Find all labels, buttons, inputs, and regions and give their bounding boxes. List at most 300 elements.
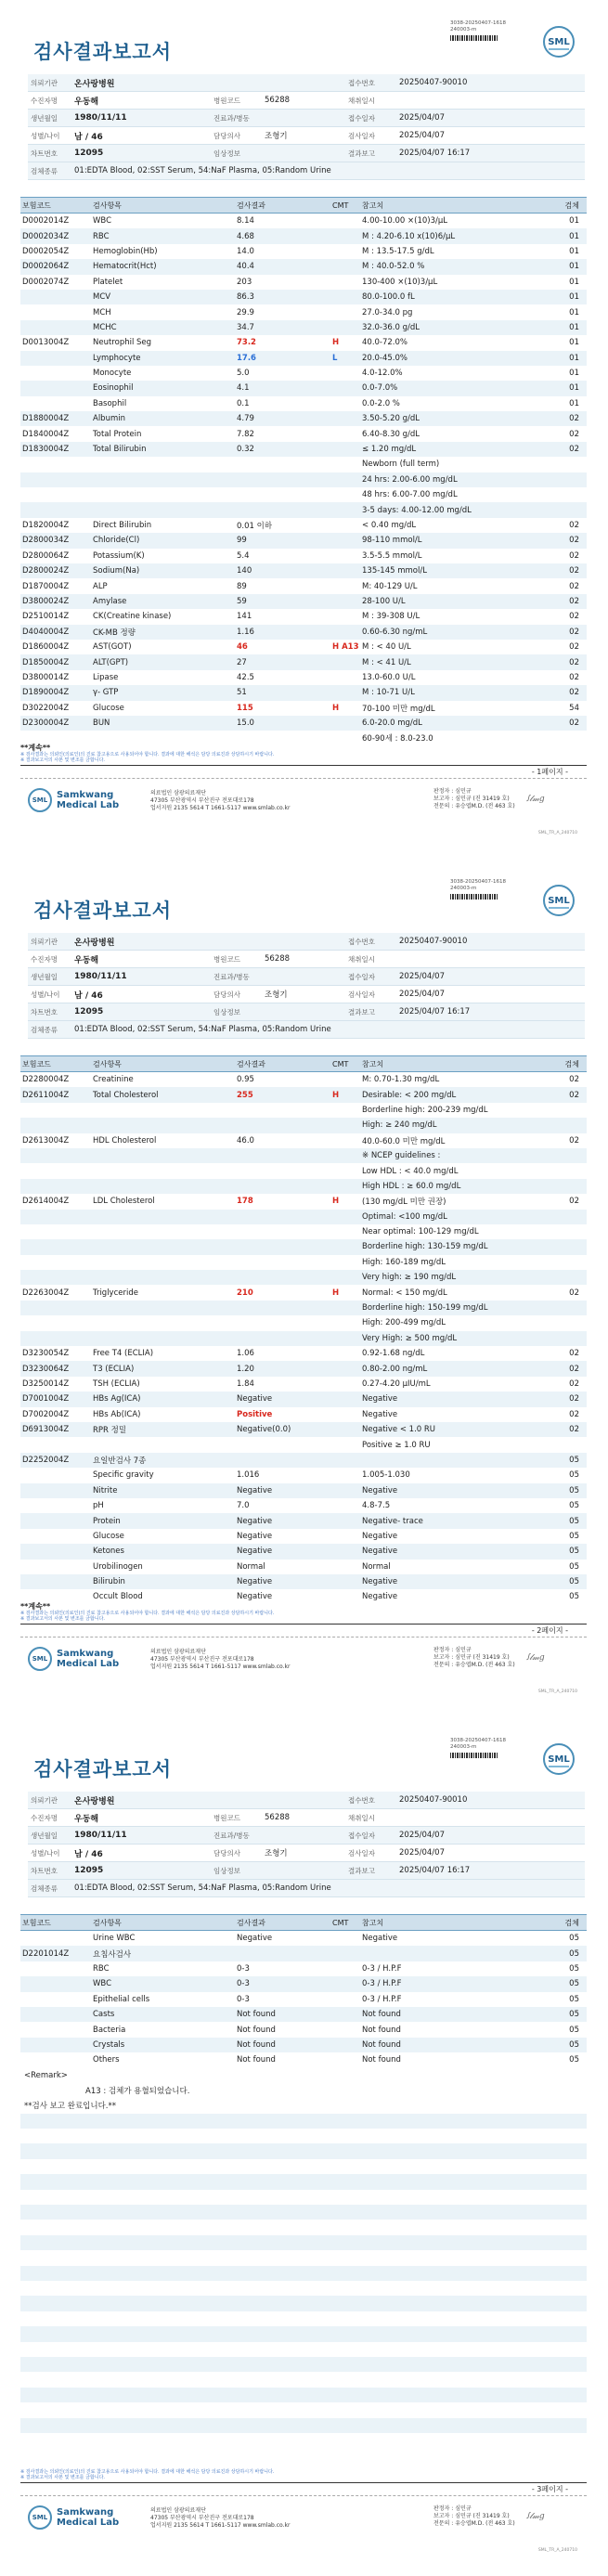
test-result: 1.016 (237, 1470, 260, 1481)
reference-range: 98-110 mmol/L (362, 536, 422, 546)
column-header: 검사항목 (93, 1918, 122, 1927)
info-label: 임상정보 (213, 149, 240, 158)
table-row (20, 1315, 587, 1330)
test-result: Not found (237, 2025, 276, 2035)
info-value: 2025/04/07 (399, 1848, 445, 1858)
test-result: 0.1 (237, 398, 250, 408)
specimen-code: 02 (569, 1349, 579, 1359)
test-name: Platelet (93, 277, 123, 287)
column-header: 검사항목 (93, 1059, 122, 1068)
reference-range: 0-3 / H.P.F (362, 1994, 402, 2004)
insurance-code: D0002014Z (22, 216, 70, 227)
info-label: 의뢰기관 (31, 78, 58, 87)
insurance-code: D0002054Z (22, 246, 70, 256)
table-row (20, 228, 587, 243)
blank-row (20, 2311, 587, 2326)
cmt-flag: L (332, 353, 338, 363)
test-name: Bacteria (93, 2025, 126, 2035)
address-line: 47305 부산광역시 부산진구 전포대로178 (150, 797, 254, 804)
reference-range: 24 hrs: 2.00-6.00 mg/dL (362, 474, 458, 485)
test-name: ALP (93, 581, 108, 591)
table-row (20, 1179, 587, 1194)
blank-row (20, 2357, 587, 2372)
table-row (20, 442, 587, 457)
insurance-code: D3250014Z (22, 1379, 70, 1389)
table-row (20, 259, 587, 274)
barcode-icon (450, 35, 498, 41)
reference-range: 0-3 / H.P.F (362, 1979, 402, 1989)
reference-range: 0.27-4.20 μIU/mL (362, 1379, 431, 1389)
test-result: 1.16 (237, 627, 254, 637)
column-header: CMT (332, 201, 349, 210)
insurance-code: D1880004Z (22, 414, 70, 424)
test-name: Total Protein (93, 429, 142, 439)
info-label: 검사일자 (348, 131, 375, 140)
table-row (20, 594, 587, 609)
info-value: 2025/04/07 16:17 (399, 1007, 471, 1016)
reference-range: Optimal: <100 mg/dL (362, 1211, 447, 1222)
reference-range: Borderline high: 150-199 mg/dL (362, 1303, 488, 1314)
table-row (20, 578, 587, 593)
end-text: **검사 보고 완료입니다.** (24, 2102, 117, 2112)
blank-row (20, 2220, 587, 2234)
test-result: Negative(0.0) (237, 1425, 291, 1435)
table-row (20, 609, 587, 624)
test-name: Casts (93, 2010, 115, 2020)
info-value: 우동해 (74, 97, 99, 107)
reference-range: 40.0-60.0 미만 mg/dL (362, 1136, 446, 1146)
test-result: 1.84 (237, 1379, 254, 1389)
specimen-row (28, 1880, 585, 1897)
test-result: 40.4 (237, 262, 254, 272)
specimen-code: 02 (569, 1090, 579, 1100)
info-row (28, 933, 585, 951)
test-result: Not found (237, 2055, 276, 2065)
table-row (20, 1255, 587, 1270)
test-name: HBs Ab(ICA) (93, 1409, 141, 1419)
test-name: Protein (93, 1516, 121, 1526)
brand-line: Medical Lab (57, 2518, 120, 2528)
test-result: 0-3 (237, 1979, 250, 1989)
barcode-text: 3038-20250407-1618 (450, 1738, 506, 1743)
barcode-text: 240003-m (450, 886, 477, 891)
test-result: 203 (237, 277, 252, 287)
brand-line: Samkwang (57, 790, 114, 800)
info-value: 우동해 (74, 955, 99, 965)
test-result: 0-3 (237, 1994, 250, 2004)
remark-label: <Remark> (24, 2070, 68, 2080)
test-name: Occult Blood (93, 1592, 143, 1602)
info-row (28, 986, 585, 1003)
column-header: CMT (332, 1918, 349, 1927)
continued-label: **계속** (20, 744, 51, 752)
specimen-code: 02 (569, 429, 579, 439)
info-value: 56288 (265, 96, 291, 105)
test-name: Hematocrit(Hct) (93, 262, 157, 272)
test-name: 요일반검사 7종 (93, 1456, 147, 1466)
report-title: 검사결과보고서 (33, 1758, 173, 1780)
remark-row (20, 2068, 587, 2083)
reference-range: 27.0-34.0 pg (362, 307, 413, 317)
test-result: Negative (237, 1547, 273, 1557)
info-value: 2025/04/07 (399, 990, 445, 999)
signer-line: 전문의 : 유승엽M.D. (전 463 호) (433, 803, 515, 809)
info-label: 접수일자 (348, 972, 375, 981)
brand-line: Samkwang (57, 1649, 114, 1659)
test-name: γ- GTP (93, 688, 119, 698)
reference-range: Not found (362, 2010, 401, 2020)
specimen-code: 05 (569, 1934, 579, 1944)
notice-text (20, 2469, 410, 2480)
test-name: Total Cholesterol (93, 1090, 159, 1100)
info-label: 검체종류 (31, 166, 58, 175)
test-result: 4.1 (237, 383, 250, 394)
info-row (28, 74, 585, 92)
table-row (20, 396, 587, 411)
info-row (28, 951, 585, 968)
info-row (28, 110, 585, 127)
specimen-code: 01 (569, 216, 579, 227)
specimen-code: 05 (569, 1516, 579, 1526)
info-value: 2025/04/07 (399, 972, 445, 981)
cmt-flag: H (332, 1288, 340, 1298)
cmt-flag: H (332, 703, 340, 713)
test-result: 46 (237, 642, 248, 653)
info-value: 56288 (265, 954, 291, 964)
info-label: 차트번호 (31, 1866, 58, 1875)
info-label: 검체종류 (31, 1883, 58, 1893)
signer-line: 보고자 : 심민규 (진 31419 호) (433, 1654, 510, 1661)
insurance-code: D1890004Z (22, 688, 70, 698)
insurance-code: D0002064Z (22, 262, 70, 272)
sml-logo: SML (543, 1743, 575, 1775)
form-version: SML_TR_A_240710 (537, 1689, 577, 1694)
table-row (20, 351, 587, 366)
barcode-icon (450, 894, 498, 900)
table-row (20, 640, 587, 654)
info-label: 결과보고 (348, 1007, 375, 1016)
test-result: Normal (237, 1561, 265, 1572)
specimen-code: 02 (569, 1409, 579, 1419)
notice-text (20, 1611, 410, 1622)
reference-range: Negative < 1.0 RU (362, 1425, 436, 1435)
reference-range: 130-400 ×(10)3/μL (362, 277, 438, 287)
end-row (20, 2098, 587, 2113)
insurance-code: D2201014Z (22, 1948, 70, 1959)
column-header: 검사결과 (237, 1059, 265, 1068)
report-page-3 (0, 1717, 608, 2576)
table-row (20, 426, 587, 441)
reference-range: Desirable: < 200 mg/dL (362, 1090, 457, 1100)
test-name: MCV (93, 292, 111, 303)
test-result: 27 (237, 657, 247, 667)
test-result: 46.0 (237, 1135, 254, 1146)
blank-row (20, 2342, 587, 2357)
table-row (20, 563, 587, 578)
test-name: Total Bilirubin (93, 445, 147, 455)
reference-range: Not found (362, 2055, 401, 2065)
specimen-code: 05 (569, 1592, 579, 1602)
specimen-code: 01 (569, 246, 579, 256)
specimen-code: 05 (569, 2010, 579, 2020)
reference-range: 80.0-100.0 fL (362, 292, 415, 303)
test-result: Negative (237, 1934, 273, 1944)
reference-range: M : 10-71 U/L (362, 688, 415, 698)
test-result: Not found (237, 2010, 276, 2020)
test-name: Creatinine (93, 1075, 134, 1085)
address-line: 의료법인 삼광의료재단 (150, 1649, 206, 1655)
info-label: 결과보고 (348, 149, 375, 158)
remark-text-row (20, 2083, 587, 2098)
table-row (20, 2038, 587, 2052)
info-value: 남 / 46 (74, 1849, 103, 1859)
test-name: 요침사검사 (93, 1949, 132, 1960)
info-label: 접수일자 (348, 113, 375, 123)
table-row (20, 1118, 587, 1133)
test-result: 42.5 (237, 672, 254, 682)
info-value: 20250407-90010 (399, 937, 468, 946)
barcode-box (450, 20, 506, 41)
test-name: Epithelial cells (93, 1994, 150, 2004)
insurance-code: D0002034Z (22, 231, 70, 241)
test-name: MCHC (93, 322, 117, 332)
test-name: T3 (ECLIA) (93, 1364, 135, 1374)
info-label: 접수번호 (348, 78, 375, 87)
table-row (20, 214, 587, 228)
blank-row (20, 2174, 587, 2189)
test-result: 8.14 (237, 216, 254, 227)
notice-line: ※ 검사결과는 의뢰인(의료인)의 진료 참고용으로 사용되어야 합니다. 결과에 대한 해석은 담당 의료진과 상담하시기 바랍니다. (20, 2469, 275, 2475)
specimen-code: 02 (569, 536, 579, 546)
reference-range: M : 40.0-52.0 % (362, 262, 425, 272)
reference-range: 32.0-36.0 g/dL (362, 322, 420, 332)
blank-row (20, 2205, 587, 2220)
specimen-row (28, 162, 585, 180)
test-name: Crystals (93, 2039, 125, 2050)
info-label: 병원코드 (213, 1813, 240, 1822)
specimen-value: 01:EDTA Blood, 02:SST Serum, 54:NaF Plasma, 05:Random Urine (74, 1025, 331, 1034)
reference-range: 3.50-5.20 g/dL (362, 414, 420, 424)
reference-range: 4.8-7.5 (362, 1501, 391, 1511)
test-name: MCH (93, 307, 111, 317)
test-result: 115 (237, 703, 253, 713)
reference-range: 0.60-6.30 ng/mL (362, 627, 428, 637)
specimen-code: 05 (569, 1470, 579, 1481)
footer (20, 1637, 587, 1694)
results-table (20, 1914, 587, 2448)
table-row (20, 1498, 587, 1513)
test-name: CK(Creatine kinase) (93, 612, 172, 622)
blank-row (20, 2159, 587, 2174)
reference-range: 1.005-1.030 (362, 1470, 410, 1481)
patient-info (28, 1792, 585, 1897)
reference-range: 0.0-2.0 % (362, 398, 400, 408)
specimen-code: 05 (569, 2055, 579, 2065)
reference-range: 48 hrs: 6.00-7.00 mg/dL (362, 490, 458, 500)
reference-range: 0.0-7.0% (362, 383, 398, 394)
table-row (20, 1163, 587, 1178)
reference-range: 13.0-60.0 U/L (362, 672, 416, 682)
table-row (20, 549, 587, 563)
column-header: 검체 (564, 1059, 579, 1068)
info-value: 온사랑병원 (74, 79, 115, 89)
table-row (20, 2007, 587, 2022)
reference-range: Negative (362, 1485, 398, 1495)
test-result: Negative (237, 1577, 273, 1587)
column-header: 참고치 (362, 1059, 384, 1068)
blank-row (20, 2372, 587, 2387)
test-result: 29.9 (237, 307, 254, 317)
test-name: LDL Cholesterol (93, 1197, 155, 1207)
reference-range: Negative (362, 1547, 398, 1557)
test-name: AST(GOT) (93, 642, 132, 653)
specimen-code: 01 (569, 322, 579, 332)
test-result: Negative (237, 1516, 273, 1526)
specimen-code: 02 (569, 612, 579, 622)
test-result: 34.7 (237, 322, 254, 332)
table-row (20, 1992, 587, 2007)
blank-row (20, 2402, 587, 2417)
info-label: 담당의사 (213, 990, 240, 999)
specimen-code: 05 (569, 2025, 579, 2035)
insurance-code: D2510014Z (22, 612, 70, 622)
barcode-icon (450, 1753, 498, 1758)
reference-range: 4.00-10.00 ×(10)3/μL (362, 216, 448, 227)
insurance-code: D3022004Z (22, 703, 70, 713)
test-result: 7.82 (237, 429, 254, 439)
info-value: 조형기 (265, 990, 288, 1000)
table-row (20, 670, 587, 685)
reference-range: M : 13.5-17.5 g/dL (362, 246, 434, 256)
test-result: 0.32 (237, 445, 254, 455)
info-label: 병원코드 (213, 96, 240, 105)
blank-row (20, 2418, 587, 2433)
reference-range: 60-90세 : 8.0-23.0 (362, 734, 433, 744)
report-title: 검사결과보고서 (33, 41, 173, 63)
reference-range: 4.0-12.0% (362, 369, 403, 379)
column-header: 보험코드 (22, 201, 51, 210)
test-name: HBs Ag(ICA) (93, 1394, 141, 1405)
reference-range: M : 39-308 U/L (362, 612, 420, 622)
insurance-code: D2611004Z (22, 1090, 70, 1100)
notice-line: ※ 검사결과는 의뢰인(의료인)의 진료 참고용으로 사용되어야 합니다. 결과에 대한 해석은 담당 의료진과 상담하시기 바랍니다. (20, 752, 275, 757)
blank-row (20, 2250, 587, 2265)
test-name: Albumin (93, 414, 125, 424)
test-result: 141 (237, 612, 252, 622)
info-value: 남 / 46 (74, 132, 103, 142)
table-row (20, 1224, 587, 1239)
test-name: WBC (93, 1979, 112, 1989)
info-label: 임상정보 (213, 1866, 240, 1875)
test-name: Triglyceride (93, 1288, 138, 1298)
info-label: 담당의사 (213, 131, 240, 140)
insurance-code: D7002004Z (22, 1409, 70, 1419)
reference-range: < 0.40 mg/dL (362, 521, 417, 530)
info-value: 2025/04/07 16:17 (399, 149, 471, 158)
table-row (20, 1976, 587, 1991)
insurance-code: D2800034Z (22, 536, 70, 546)
address-line: 업서지원 2135 5614 T 1661-5117 www.smlab.co.kr (150, 1663, 291, 1670)
table-row (20, 1961, 587, 1976)
reference-range: ≤ 1.20 mg/dL (362, 445, 417, 455)
reference-range: 3.5-5.5 mmol/L (362, 550, 422, 561)
insurance-code: D4040004Z (22, 627, 70, 637)
specimen-code: 02 (569, 627, 579, 637)
info-label: 검체종류 (31, 1025, 58, 1034)
table-row (20, 701, 587, 716)
specimen-code: 05 (569, 1963, 579, 1974)
test-name: ALT(GPT) (93, 657, 129, 667)
sml-logo-icon: SML (28, 788, 52, 812)
info-value: 2025/04/07 (399, 1831, 445, 1840)
test-result: 1.06 (237, 1349, 254, 1359)
table-row (20, 472, 587, 487)
reference-range: 6.0-20.0 mg/dL (362, 718, 422, 729)
table-row (20, 366, 587, 381)
patient-info (28, 74, 585, 180)
info-value: 2025/04/07 16:17 (399, 1866, 471, 1875)
table-row (20, 1239, 587, 1254)
insurance-code: D0002074Z (22, 277, 70, 287)
column-header: CMT (332, 1059, 349, 1068)
info-row (28, 1862, 585, 1880)
signer-line: 전문의 : 유승엽M.D. (전 463 호) (433, 1662, 515, 1668)
specimen-code: 05 (569, 1531, 579, 1541)
table-header (20, 1914, 587, 1931)
info-value: 2025/04/07 (399, 113, 445, 123)
table-row (20, 1437, 587, 1452)
reference-range: 3-5 days: 4.00-12.00 mg/dL (362, 505, 472, 515)
info-row (28, 127, 585, 145)
address-line: 업서지원 2135 5614 T 1661-5117 www.smlab.co.kr (150, 805, 291, 811)
info-label: 진료과/병동 (213, 1831, 250, 1840)
insurance-code: D2800024Z (22, 566, 70, 576)
reference-range: Near optimal: 100-129 mg/dL (362, 1227, 479, 1237)
results-table (20, 197, 587, 746)
test-result: 51 (237, 688, 247, 698)
signers (433, 788, 515, 810)
specimen-code: 02 (569, 657, 579, 667)
test-name: Nitrite (93, 1485, 118, 1495)
reference-range: 0.92-1.68 ng/dL (362, 1349, 425, 1359)
info-label: 생년월일 (31, 1831, 58, 1840)
reference-range: Negative (362, 1577, 398, 1587)
info-value: 12095 (74, 149, 104, 158)
reference-range: M : 4.20-6.10 x(10)6/μL (362, 231, 456, 241)
address-line: 47305 부산광역시 부산진구 전포대로178 (150, 2515, 254, 2521)
info-label: 성별/나이 (31, 990, 60, 999)
insurance-code: D3800024Z (22, 596, 70, 606)
info-label: 임상정보 (213, 1007, 240, 1016)
signers (433, 1647, 515, 1669)
info-row (28, 1792, 585, 1809)
reference-range: M: 40-129 U/L (362, 581, 418, 591)
test-name: Chloride(Cl) (93, 536, 140, 546)
table-row (20, 1361, 587, 1376)
test-result: 178 (237, 1197, 253, 1207)
brand-name (57, 2507, 119, 2528)
insurance-code: D1840004Z (22, 429, 70, 439)
table-row (20, 1148, 587, 1163)
test-name: Basophil (93, 398, 127, 408)
info-label: 수진자명 (31, 954, 58, 964)
signer-line: 보고자 : 심민규 (진 31419 호) (433, 796, 510, 802)
table-row (20, 1331, 587, 1346)
specimen-code: 01 (569, 353, 579, 363)
table-row (20, 1544, 587, 1559)
table-row (20, 1210, 587, 1224)
table-row (20, 1453, 587, 1468)
